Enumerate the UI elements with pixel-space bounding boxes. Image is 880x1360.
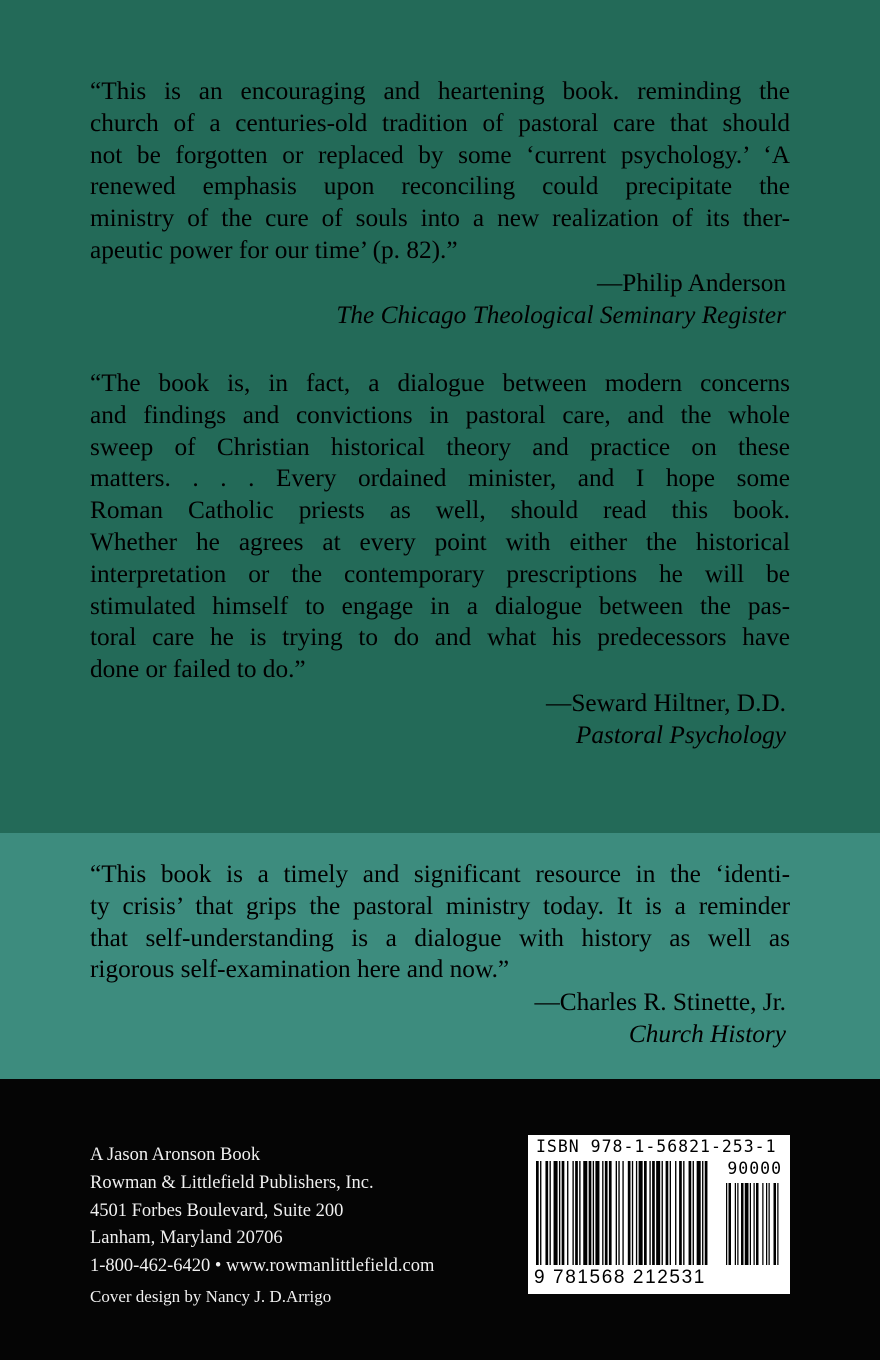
barcode-bar	[545, 1161, 548, 1265]
review-author: —Seward Hiltner, D.D.	[546, 689, 786, 717]
cover-design-credit: Cover design by Nancy J. D.Arrigo	[90, 1286, 332, 1306]
quote-line: church of a centuries-old tradition of pastoral care that should	[90, 108, 790, 137]
quote-line: toral care he is trying to do and what his predecessors have	[90, 623, 790, 652]
review-source: Pastoral Psychology	[575, 720, 786, 749]
barcode-bar	[670, 1161, 671, 1265]
barcode-bar	[550, 1161, 551, 1265]
barcode-bar	[593, 1161, 594, 1265]
quote-line: not be forgotten or replaced by some ‘current psychology.’ ‘A	[90, 140, 790, 169]
barcode-bar	[726, 1183, 727, 1265]
quote-line: ty crisis’ that grips the pastoral ministry today. It is a reminder	[90, 891, 790, 920]
barcode-bar	[562, 1161, 565, 1265]
review-author: —Charles R. Stinette, Jr.	[534, 988, 786, 1016]
barcode-bar	[595, 1161, 599, 1265]
quote-line: done or failed to do.”	[90, 655, 306, 684]
barcode-bar	[636, 1161, 637, 1265]
review-author: —Philip Anderson	[596, 269, 786, 297]
quote-line: that self-understanding is a dialogue with history as well as	[90, 923, 790, 952]
barcode-bar	[741, 1183, 744, 1265]
barcode-bar	[616, 1161, 617, 1265]
publisher-imprint: A Jason Aronson Book	[90, 1145, 261, 1165]
barcode-bar	[656, 1161, 660, 1265]
barcode-bar	[756, 1183, 759, 1265]
barcode-bar	[583, 1161, 587, 1265]
review-attribution-1	[336, 268, 786, 332]
barcode-bar	[652, 1161, 655, 1265]
barcode-bar	[609, 1161, 612, 1265]
quote-line: Whether he agrees at every point with either the historical	[90, 527, 790, 556]
price-code: 90000	[727, 1159, 782, 1178]
publisher-name: Rowman & Littlefield Publishers, Inc.	[90, 1172, 374, 1193]
barcode-bar	[750, 1183, 751, 1265]
publisher-info	[90, 1142, 434, 1311]
barcode-bar	[745, 1183, 749, 1265]
barcode-bar	[729, 1183, 732, 1265]
barcode-bar	[559, 1161, 560, 1265]
barcode-bar	[693, 1161, 694, 1265]
barcode-bar	[777, 1183, 778, 1265]
quote-line: interpretation or the contemporary prescriptions he will be	[90, 559, 790, 588]
barcode-bar	[666, 1161, 669, 1265]
barcode-bar	[602, 1161, 603, 1265]
quote-line: sweep of Christian historical theory and practice on these	[90, 432, 790, 461]
isbn-barcode	[528, 1135, 790, 1294]
review-quote-3	[90, 859, 790, 986]
barcode-bar	[735, 1183, 736, 1265]
publisher-contact: 1-800-462-6420 • www.rowmanlittlefield.com	[90, 1256, 435, 1277]
barcode-bar	[628, 1161, 631, 1265]
barcode-bar	[644, 1161, 647, 1265]
barcode-bar	[769, 1183, 770, 1265]
barcode-bar	[662, 1161, 663, 1265]
quote-line: stimulated himself to engage in a dialogue between the pas-	[90, 591, 790, 620]
barcode-bar	[567, 1161, 568, 1265]
barcode-bar	[679, 1161, 682, 1265]
review-quote-2	[90, 368, 790, 686]
quote-line: matters. . . . Every ordained minister, and I hope some	[90, 464, 790, 493]
quote-line: rigorous self-examination here and now.”	[90, 955, 510, 984]
barcode-bar	[737, 1183, 738, 1265]
quote-line: and findings and convictions in pastoral care, and the whole	[90, 400, 790, 429]
review-source: The Chicago Theological Seminary Register	[336, 300, 786, 329]
review-source: Church History	[628, 1019, 786, 1048]
quote-line: “This book is a timely and significant resource in the ‘identi-	[90, 860, 790, 888]
featured-review-band	[0, 833, 880, 1079]
barcode-bar	[766, 1183, 767, 1265]
publisher-address-line1: 4501 Forbes Boulevard, Suite 200	[90, 1200, 344, 1221]
review-attribution-2	[546, 688, 786, 752]
barcode-bar	[605, 1161, 608, 1265]
isbn-text: ISBN 978-1-56821-253-1	[536, 1137, 777, 1156]
quote-line: renewed emphasis upon reconciling could precipitate the	[90, 172, 790, 201]
barcode-bar	[540, 1161, 541, 1265]
barcode-bar	[622, 1161, 623, 1265]
barcode-bar	[689, 1161, 692, 1265]
barcode-bar	[697, 1161, 701, 1265]
barcode-bar	[579, 1161, 580, 1265]
barcode-bar	[639, 1161, 643, 1265]
quote-line: Roman Catholic priests as well, should read this book.	[90, 496, 790, 525]
barcode-bar	[754, 1183, 755, 1265]
barcode-bar	[618, 1161, 619, 1265]
quote-line: “This is an encouraging and heartening book. reminding the	[90, 77, 790, 105]
barcode-bar	[702, 1161, 703, 1265]
barcode-bar	[572, 1161, 573, 1265]
barcode-digits: 9 781568 212531	[534, 1267, 706, 1288]
review-attribution-3	[534, 987, 786, 1051]
barcode-bar	[774, 1183, 777, 1265]
barcode-bar	[705, 1161, 708, 1265]
review-quote-1	[90, 76, 790, 267]
quote-line: apeutic power for our time’ (p. 82).”	[90, 235, 458, 264]
barcode-bar	[632, 1161, 633, 1265]
barcode-bar	[683, 1161, 684, 1265]
barcode-bar	[575, 1161, 578, 1265]
barcode-bar	[675, 1161, 676, 1265]
barcode-bar	[649, 1161, 650, 1265]
barcode-bar	[536, 1161, 539, 1265]
quote-line: ministry of the cure of souls into a new realization of its ther-	[90, 204, 790, 233]
barcode-bar	[554, 1161, 558, 1265]
quote-line: “The book is, in fact, a dialogue between modern concerns	[90, 369, 790, 397]
barcode-bar	[589, 1161, 592, 1265]
publisher-address-line2: Lanham, Maryland 20706	[90, 1228, 283, 1249]
barcode-bar	[762, 1183, 763, 1265]
